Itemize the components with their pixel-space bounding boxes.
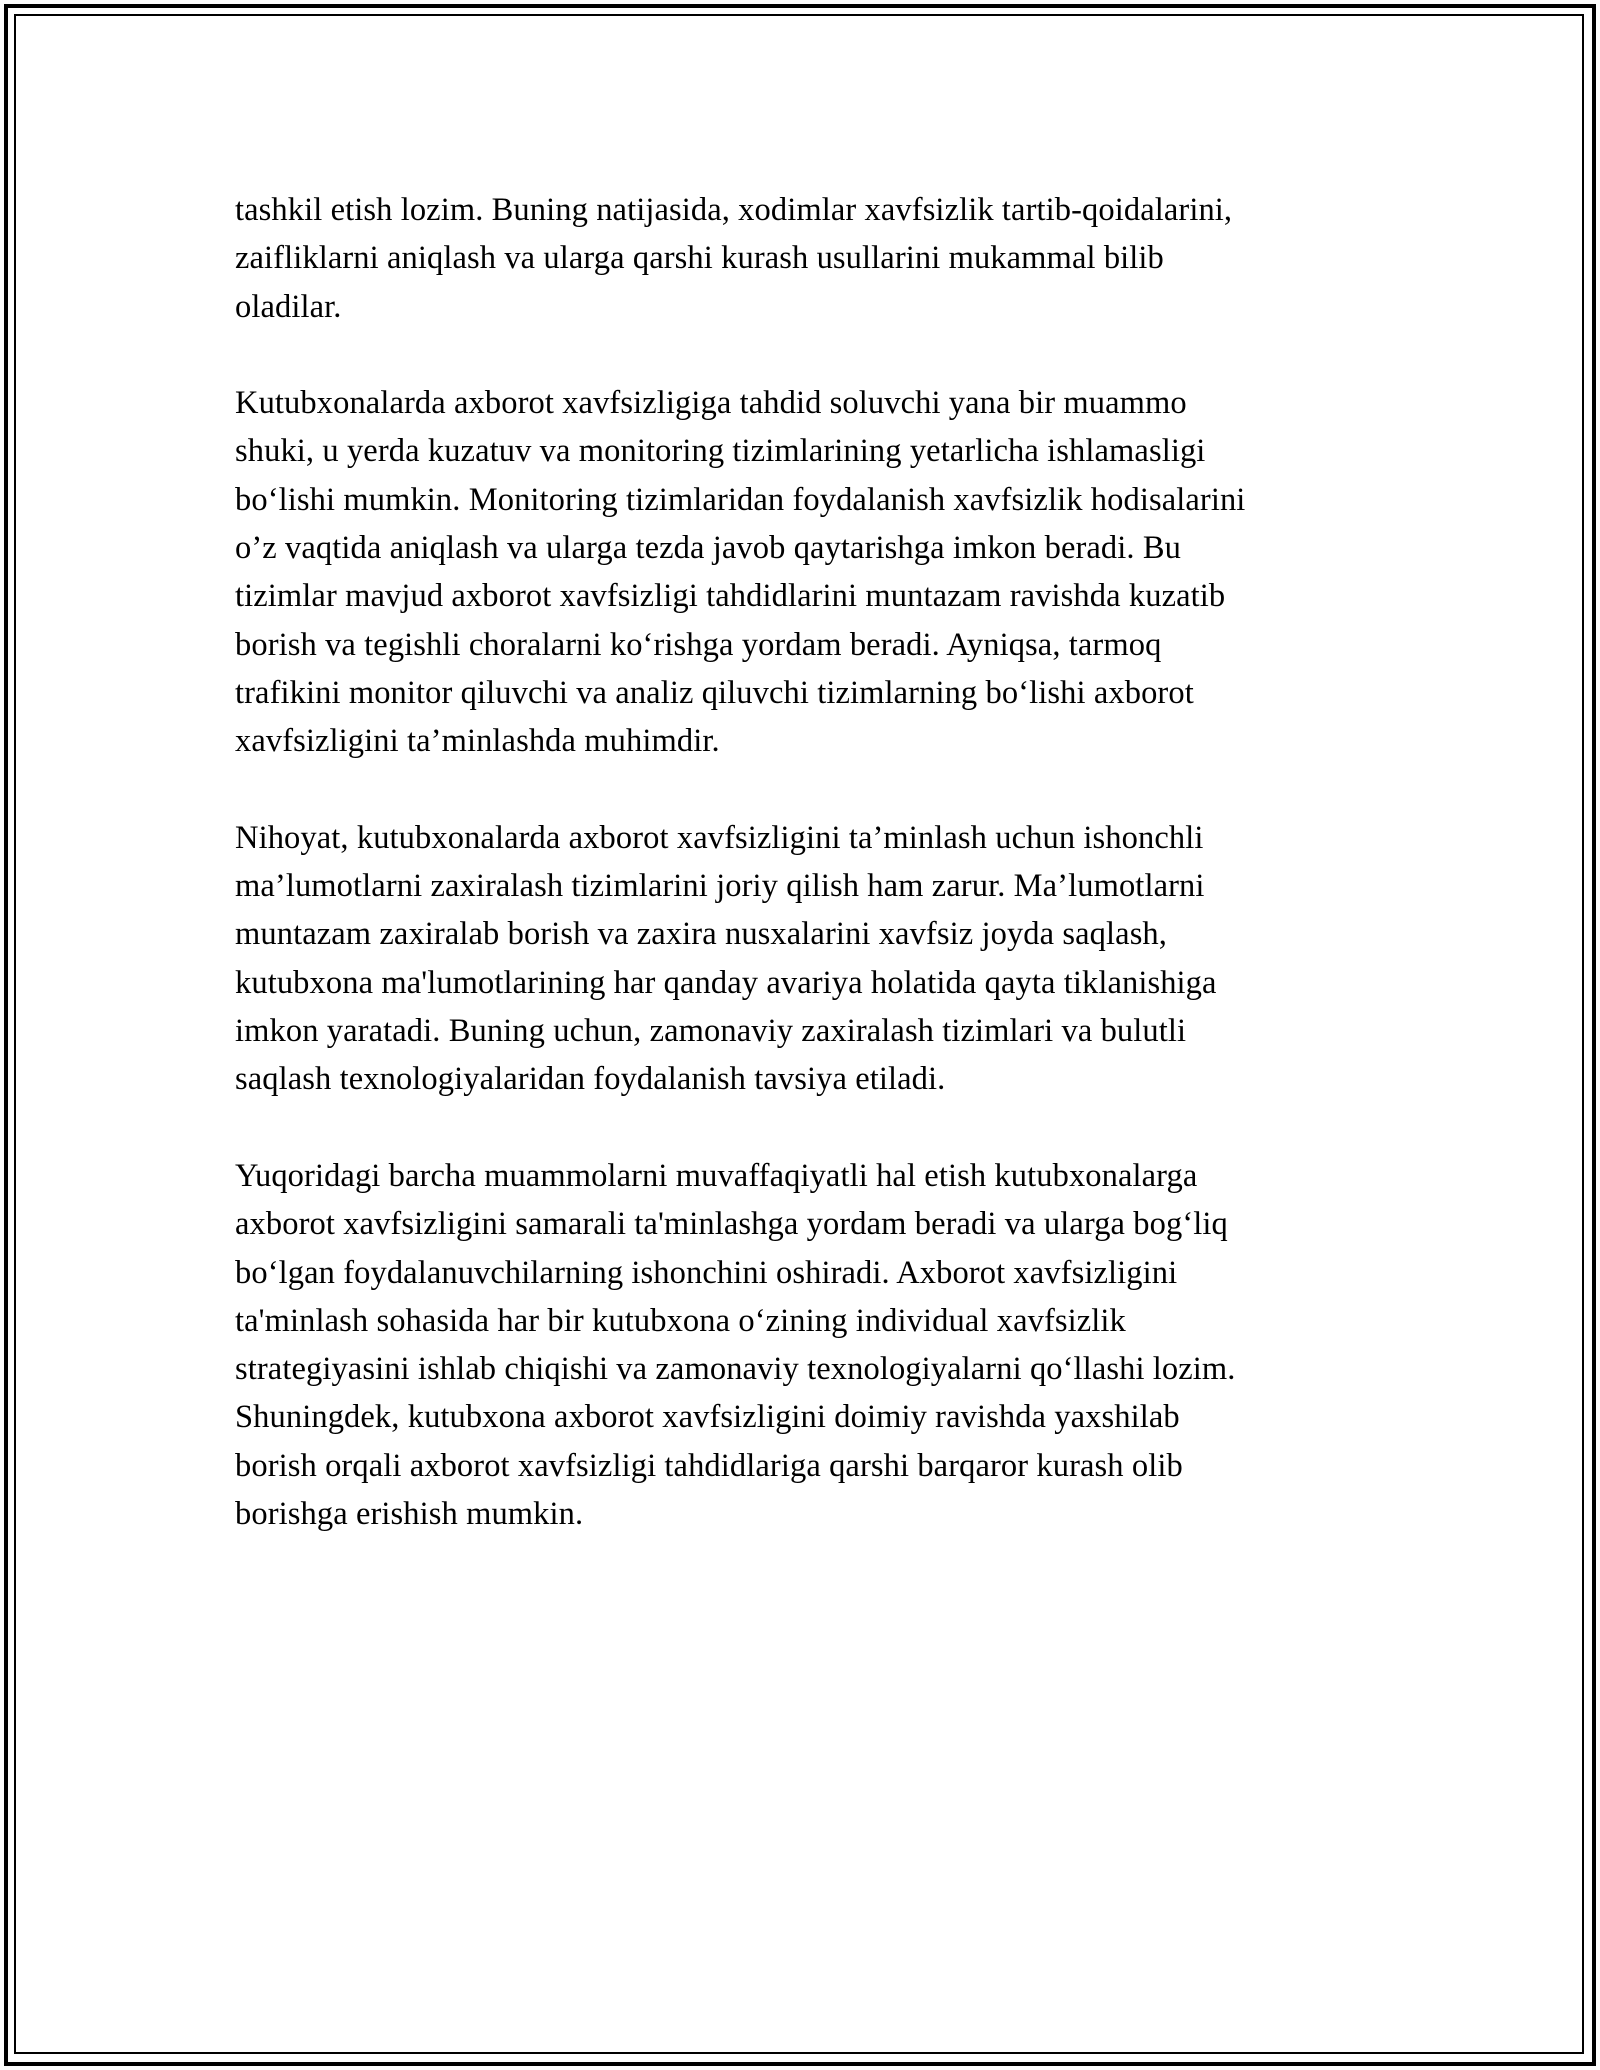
- paragraph-backup: [235, 814, 1385, 1104]
- text-line: o’z vaqtida aniqlash va ularga tezda javob qaytarishga imkon beradi. Bu: [235, 530, 1181, 567]
- text-line: Nihoyat, kutubxonalarda axborot xavfsizligini ta’minlash uchun ishonchli: [235, 819, 1204, 856]
- text-line: ta'minlash sohasida har bir kutubxona o‘zining individual xavfsizlik: [235, 1302, 1126, 1339]
- text-line: imkon yaratadi. Buning uchun, zamonaviy zaxiralash tizimlari va bulutli: [235, 1013, 1187, 1050]
- paragraph-monitoring: [235, 379, 1385, 765]
- text-line: Kutubxonalarda axborot xavfsizligiga tahdid soluvchi yana bir muammo: [235, 385, 1187, 422]
- text-line: saqlash texnologiyalaridan foydalanish tavsiya etiladi.: [235, 1061, 946, 1098]
- text-line: borish va tegishli choralarni ko‘rishga yordam beradi. Ayniqsa, tarmoq: [235, 626, 1162, 663]
- text-line: xavfsizligini ta’minlashda muhimdir.: [235, 723, 720, 760]
- paragraph-training: [235, 186, 1385, 331]
- text-line: zaifliklarni aniqlash va ularga qarshi kurash usullarini mukammal bilib: [235, 240, 1164, 277]
- text-line: axborot xavfsizligini samarali ta'minlashga yordam beradi va ularga bog‘liq: [235, 1206, 1228, 1243]
- text-line: shuki, u yerda kuzatuv va monitoring tizimlarining yetarlicha ishlamasligi: [235, 433, 1206, 470]
- text-line: bo‘lgan foydalanuvchilarning ishonchini oshiradi. Axborot xavfsizligini: [235, 1254, 1178, 1291]
- text-line: ma’lumotlarni zaxiralash tizimlarini joriy qilish ham zarur. Ma’lumotlarni: [235, 868, 1205, 905]
- paragraph-conclusion: [235, 1152, 1385, 1538]
- text-line: bo‘lishi mumkin. Monitoring tizimlaridan foydalanish xavfsizlik hodisalarini: [235, 481, 1246, 518]
- text-line: tashkil etish lozim. Buning natijasida, xodimlar xavfsizlik tartib-qoidalarini,: [235, 192, 1233, 228]
- text-line: borishga erishish mumkin.: [235, 1496, 584, 1533]
- text-line: oladilar.: [235, 288, 342, 325]
- text-line: Yuqoridagi barcha muammolarni muvaffaqiyatli hal etish kutubxonalarga: [235, 1157, 1198, 1194]
- text-line: strategiyasini ishlab chiqishi va zamonaviy texnologiyalarni qo‘llashi lozim.: [235, 1351, 1236, 1388]
- text-line: tizimlar mavjud axborot xavfsizligi tahdidlarini muntazam ravishda kuzatib: [235, 578, 1226, 615]
- text-line: Shuningdek, kutubxona axborot xavfsizligini doimiy ravishda yaxshilab: [235, 1399, 1180, 1436]
- text-line: borish orqali axborot xavfsizligi tahdidlariga qarshi barqaror kurash olib: [235, 1447, 1183, 1484]
- text-line: trafikini monitor qiluvchi va analiz qiluvchi tizimlarning bo‘lishi axborot: [235, 674, 1194, 711]
- document-body: [235, 186, 1385, 1587]
- text-line: muntazam zaxiralab borish va zaxira nusxalarini xavfsiz joyda saqlash,: [235, 916, 1168, 953]
- text-line: kutubxona ma'lumotlarining har qanday avariya holatida qayta tiklanishiga: [235, 964, 1217, 1001]
